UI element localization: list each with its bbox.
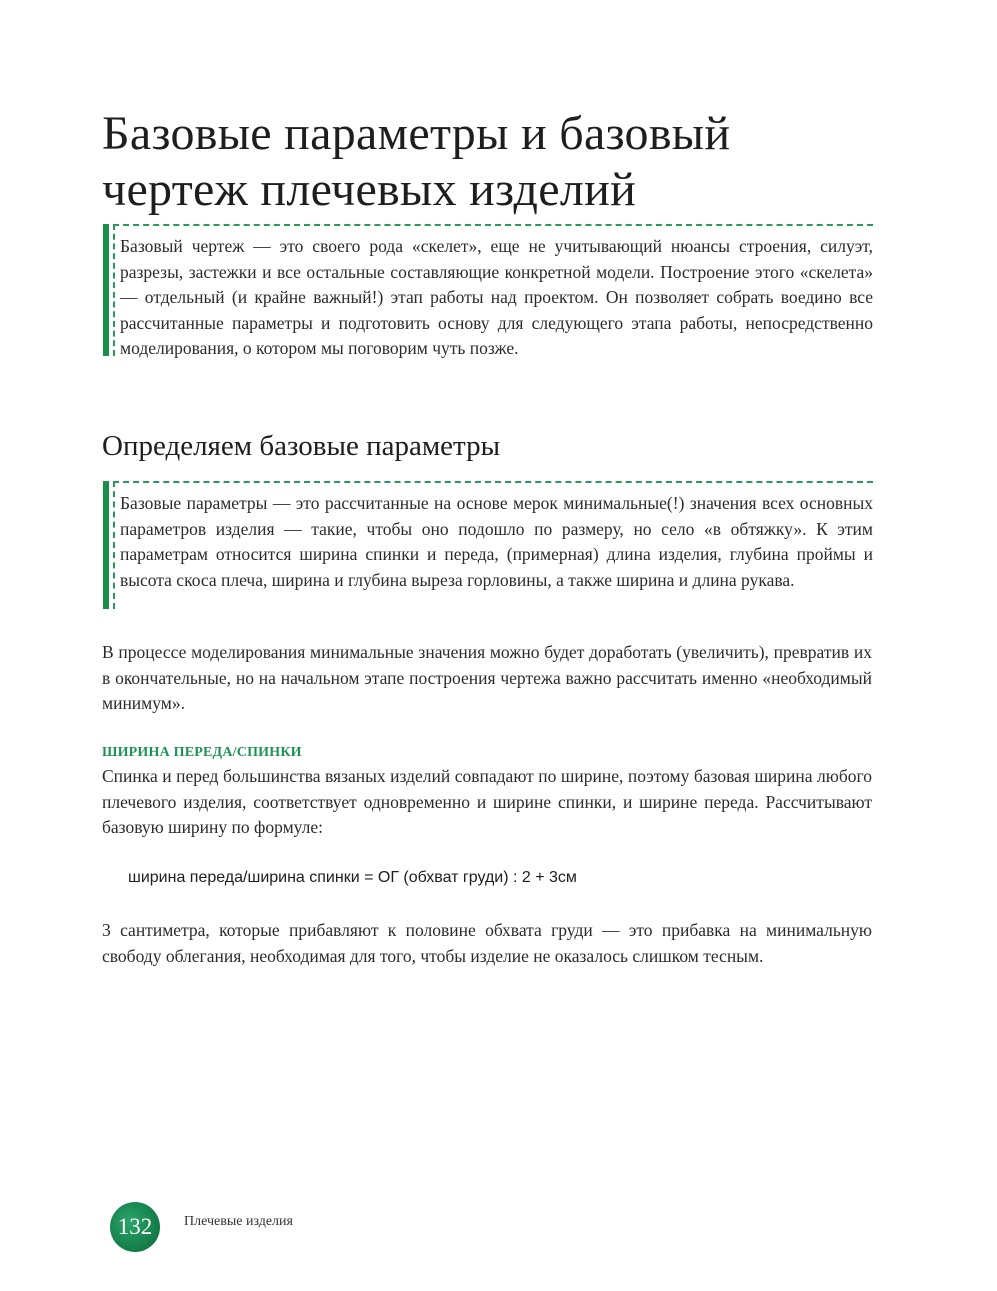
definition-callout — [103, 481, 873, 609]
page-number-badge — [110, 1202, 160, 1252]
section-heading: Определяем базовые параметры — [102, 430, 501, 462]
callout-dashed-border-top — [113, 481, 873, 483]
page-title: Базовые параметры и базовый чертеж плечевых изделий — [102, 107, 731, 216]
callout-accent-bar — [103, 481, 109, 609]
callout-accent-bar — [103, 224, 109, 356]
intro-callout — [103, 224, 873, 356]
subsection-paragraph: Спинка и перед большинства вязаных изделий совпадают по ширине, поэтому базовая ширина любого плечевого изделия, соответствует одновременно и ширине спинки, и ширине переда. Рассчитывают базовую ширину по формуле: — [102, 766, 872, 837]
intro-callout-text: Базовый чертеж — это своего рода «скелет», еще не учитывающий нюансы строения, силуэт, разрезы, застежки и все остальные составляющие конкретной модели. Построение этого «скелета» — отдельный (и крайне важный!) этап работы над проектом. Он позволяет собрать воедино все рассчитанные параметры и подготовить основу для следующего этапа работы, непосредственно моделирования, о котором мы поговорим чуть позже. — [120, 236, 873, 358]
body-paragraph: В процессе моделирования минимальные значения можно будет доработать (увеличить), превратив их в окончательные, но на начальном этапе построения чертежа важно рассчитать именно «необходимый минимум». — [102, 642, 872, 713]
callout-dashed-border-top — [113, 224, 873, 226]
definition-callout-text: Базовые параметры — это рассчитанные на основе мерок минимальные(!) значения всех основных параметров изделия — такие, чтобы оно подошло по размеру, но село «в обтяжку». К этим параметрам относится ширина спинки и переда, (примерная) длина изделия, глубина проймы и высота скоса плеча, ширина и глубина выреза горловины, а также ширина и длина рукава. — [120, 493, 873, 590]
closing-paragraph: 3 сантиметра, которые прибавляют к половине обхвата груди — это прибавка на минимальную свободу облегания, необходимая для того, чтобы изделие не оказалось слишком тесным. — [102, 920, 872, 966]
page-number: 132 — [117, 1214, 153, 1239]
callout-dashed-border-left — [113, 224, 115, 356]
formula: ширина переда/ширина спинки = ОГ (обхват груди) : 2 + 3см — [128, 869, 577, 886]
callout-dashed-border-left — [113, 481, 115, 609]
subheading: ШИРИНА ПЕРЕДА/СПИНКИ — [102, 745, 302, 760]
chapter-name: Плечевые изделия — [184, 1214, 293, 1229]
